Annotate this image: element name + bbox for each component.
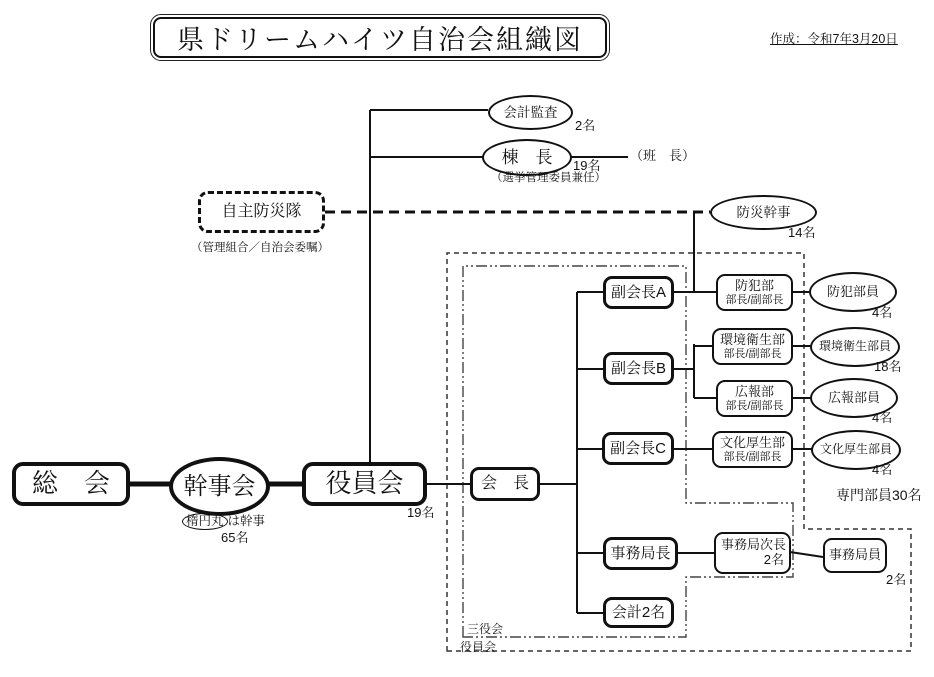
- node-vice-a: [603, 276, 674, 309]
- dept-sub: 部長/副部長: [725, 293, 784, 306]
- node-chairman: [470, 467, 540, 501]
- dept-name: 広報部: [734, 383, 774, 399]
- node-treasurer-label: 会計2名: [611, 603, 666, 621]
- node-general-assembly: [12, 462, 130, 506]
- dept-sub: 部長/副部長: [723, 450, 782, 463]
- node-deputy-secretary: [714, 532, 791, 574]
- label-senmon-total: 専門部員30名: [836, 487, 922, 503]
- count-members-bohan: 4名: [872, 305, 893, 320]
- node-disaster-officer-label: 防災幹事: [736, 204, 791, 220]
- dept-name: 文化厚生部: [719, 434, 785, 450]
- dept-name: 防犯部: [734, 277, 774, 293]
- node-office-staff: [823, 538, 887, 573]
- page-title: 県ドリームハイツ自治会組織図: [153, 17, 607, 58]
- title-box: [150, 14, 610, 61]
- members-label: 文化厚生部員: [819, 442, 892, 457]
- node-audit: [488, 95, 573, 130]
- note-disaster-team: （管理組合／自治会委嘱）: [191, 242, 329, 254]
- label-han-cho: （班 長）: [630, 148, 696, 163]
- node-secretaries-label: 幹事会: [183, 472, 256, 500]
- label-group-yakuin: 役員会: [460, 640, 497, 654]
- legend-oval: 楕円丸: [182, 513, 228, 530]
- node-dept-bunka: [712, 431, 793, 468]
- node-vice-c-label: 副会長C: [610, 439, 666, 457]
- node-secretary-general: [603, 537, 678, 570]
- count-disaster-officer: 14名: [788, 225, 816, 240]
- creation-date: 作成：令和7年3月20日: [770, 32, 898, 46]
- count-members-kankyo: 18名: [874, 359, 902, 374]
- count-audit: 2名: [575, 118, 596, 133]
- node-secretaries: [169, 457, 270, 516]
- members-label: 防犯部員: [826, 283, 879, 299]
- dept-sub: 部長/副部長: [725, 399, 784, 412]
- node-dept-bohan: [716, 274, 793, 311]
- node-vice-b-label: 副会長B: [610, 359, 666, 377]
- node-board-label: 役員会: [325, 468, 404, 499]
- node-office-staff-label: 事務局員: [828, 547, 881, 563]
- node-vice-a-label: 副会長A: [610, 283, 666, 301]
- count-members-koho: 4名: [872, 410, 893, 425]
- node-general-assembly-label: 総 会: [31, 468, 110, 499]
- node-building-head: [482, 139, 572, 176]
- node-chairman-label: 会 長: [480, 474, 529, 492]
- node-treasurer: [603, 597, 674, 628]
- node-deputy-secretary-count: 2名: [763, 552, 784, 567]
- members-label: 広報部員: [827, 389, 880, 405]
- dept-sub: 部長/副部長: [723, 347, 782, 360]
- count-secretaries: 65名: [221, 530, 249, 545]
- count-office-staff: 2名: [886, 572, 907, 587]
- node-disaster-team-label: 自主防災隊: [221, 202, 302, 220]
- members-label: 環境衛生部員: [818, 339, 891, 354]
- node-audit-label: 会計監査: [503, 104, 558, 120]
- dept-name: 環境衛生部: [719, 331, 785, 347]
- node-disaster-team: [198, 191, 325, 233]
- count-board: 19名: [407, 505, 435, 520]
- legend-text: は幹事: [227, 514, 266, 528]
- node-deputy-secretary-label: 事務局次長: [721, 537, 787, 553]
- count-members-bunka: 4名: [872, 462, 893, 477]
- note-building-head: （選挙管理委員兼任）: [491, 172, 606, 184]
- node-vice-b: [603, 352, 674, 385]
- legend-secretaries: [182, 514, 265, 528]
- node-secretary-general-label: 事務局長: [610, 544, 671, 562]
- label-group-sanyaku: 三役会: [467, 622, 504, 636]
- count-building-head: 19名: [573, 158, 601, 173]
- node-building-head-label: 棟 長: [501, 147, 553, 167]
- node-board: [302, 462, 427, 506]
- node-dept-koho: [716, 380, 793, 417]
- node-vice-c: [602, 432, 674, 465]
- node-dept-kankyo: [712, 328, 793, 365]
